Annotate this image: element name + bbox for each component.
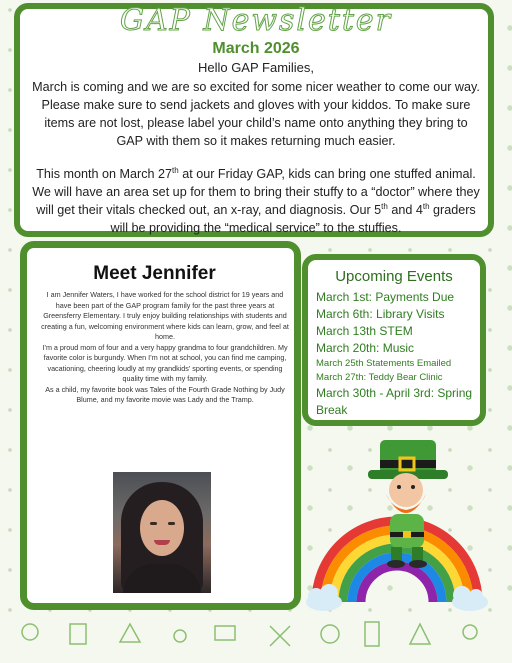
event-item: March 30th - April 3rd: Spring Break <box>316 386 473 417</box>
event-item: March 1st: Payments Due <box>316 290 455 304</box>
greeting: Hello GAP Families, <box>197 60 315 75</box>
masthead-title: GAP Newsletter <box>120 3 392 38</box>
event-item: March 27th: Teddy Bear Clinic <box>316 372 443 383</box>
bio-paragraph: I am Jennifer Waters, I have worked for the school district for 19 years and have been part of the GAP program family for the past three years at Greensferry Elementary. I truly enjoy building relationships with students and creating a fun, welcoming environment where kids can learn, grow, and feel at home. <box>41 290 289 341</box>
jennifer-photo <box>113 472 211 593</box>
paragraph-weather: March is coming and we are so excited for some nicer weather to come our way. Please make sure to send jackets and gloves with your kiddos. To make sure items are not lost, please label your child’s name onto anything they bring to GAP with them so it makes returning much easier. <box>32 80 480 148</box>
paragraph-text: and 4 <box>387 203 423 217</box>
photo-eye <box>168 522 175 525</box>
paragraph-text: graders will be providing the “medical service” to the stuffies. <box>110 203 476 235</box>
ordinal-suffix: th <box>381 201 388 211</box>
photo-mouth <box>154 540 170 545</box>
paragraph-text: at our Friday GAP, kids can bring one stuffed animal. We will have an area set up for them to bring their stuffy to a “doctor” where they will get their vitals checked out, an x-ray, and diagnosis. Our 5 <box>32 167 480 217</box>
upcoming-events-panel <box>302 254 486 426</box>
rainbow-band <box>361 566 433 602</box>
footer-doodle-pattern <box>0 612 512 663</box>
leprechaun-rainbow-illustration <box>302 430 492 612</box>
event-item: March 13th STEM <box>316 324 413 338</box>
bio-paragraph: As a child, my favorite book was Tales of the Fourth Grade Nothing by Judy Blume, and my favorite movie was Lady and the Tramp. <box>45 384 285 404</box>
paragraph-text: This month on March 27 <box>36 167 173 181</box>
meet-title: Meet Jennifer <box>93 263 216 284</box>
photo-eye <box>150 522 157 525</box>
paragraph-teddy-bear-clinic <box>30 165 482 237</box>
ordinal-suffix: th <box>422 201 430 211</box>
event-item: March 25th Statements Emailed <box>316 358 452 369</box>
bio-paragraph: I’m a proud mom of four and a very happy grandma to four grandchildren. My favorite color is burgundy. When I’m not at school, you can find me camping, vacationing, cheering loudly at my grandkids’ sporting events, or spending quality time with my family. <box>42 342 288 383</box>
ordinal-suffix: th <box>172 165 179 175</box>
bio-text <box>39 290 291 406</box>
event-item: March 20th: Music <box>316 341 415 355</box>
photo-face <box>140 500 184 556</box>
month-heading: March 2026 <box>212 40 300 57</box>
events-title: Upcoming Events <box>335 268 453 285</box>
event-item: March 6th: Library Visits <box>316 307 445 321</box>
events-list <box>316 289 484 419</box>
